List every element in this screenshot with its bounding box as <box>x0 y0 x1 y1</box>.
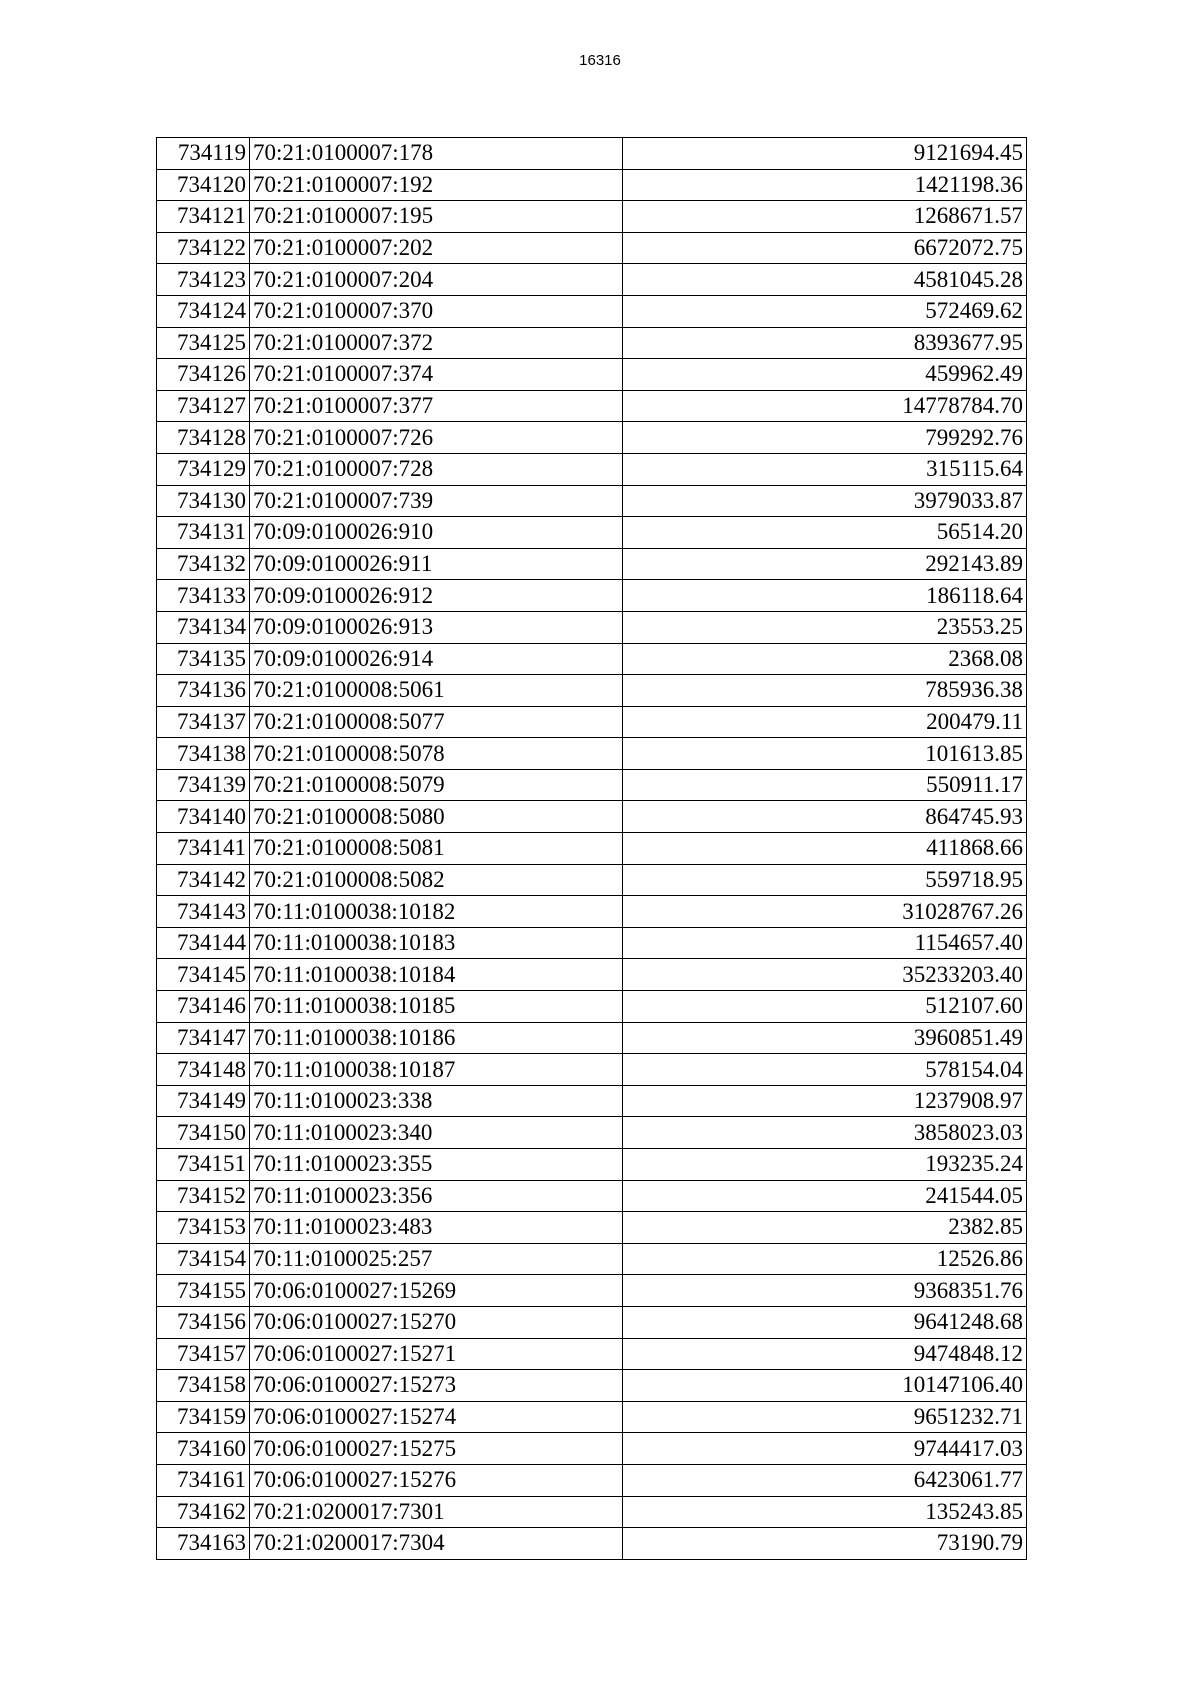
row-number-cell: 734127 <box>157 390 250 422</box>
row-number-cell: 734143 <box>157 896 250 928</box>
table-row <box>157 959 1027 991</box>
cadastral-value-cell: 3960851.49 <box>623 1022 1027 1054</box>
cadastral-value-cell: 4581045.28 <box>623 264 1027 296</box>
cadastral-number-cell: 70:21:0100008:5078 <box>250 738 623 770</box>
table-row <box>157 801 1027 833</box>
row-number-cell: 734156 <box>157 1306 250 1338</box>
row-number-cell: 734152 <box>157 1180 250 1212</box>
table-row <box>157 1212 1027 1244</box>
cadastral-value-cell: 578154.04 <box>623 1054 1027 1086</box>
cadastral-number-cell: 70:06:0100027:15276 <box>250 1464 623 1496</box>
cadastral-number-cell: 70:11:0100023:356 <box>250 1180 623 1212</box>
row-number-cell: 734121 <box>157 201 250 233</box>
row-number-cell: 734150 <box>157 1117 250 1149</box>
row-number-cell: 734119 <box>157 138 250 170</box>
cadastral-number-cell: 70:21:0100007:202 <box>250 232 623 264</box>
cadastral-number-cell: 70:11:0100038:10182 <box>250 896 623 928</box>
table-row <box>157 1117 1027 1149</box>
cadastral-number-cell: 70:21:0100008:5081 <box>250 833 623 865</box>
cadastral-value-cell: 193235.24 <box>623 1149 1027 1181</box>
cadastral-number-cell: 70:11:0100023:340 <box>250 1117 623 1149</box>
row-number-cell: 734123 <box>157 264 250 296</box>
row-number-cell: 734155 <box>157 1275 250 1307</box>
cadastral-value-cell: 2382.85 <box>623 1212 1027 1244</box>
row-number-cell: 734130 <box>157 485 250 517</box>
table-row <box>157 706 1027 738</box>
cadastral-value-cell: 550911.17 <box>623 769 1027 801</box>
row-number-cell: 734149 <box>157 1085 250 1117</box>
table-row <box>157 1306 1027 1338</box>
table-body <box>157 138 1027 1560</box>
table-row <box>157 864 1027 896</box>
row-number-cell: 734162 <box>157 1496 250 1528</box>
cadastral-value-cell: 73190.79 <box>623 1528 1027 1560</box>
cadastral-value-cell: 1154657.40 <box>623 927 1027 959</box>
cadastral-number-cell: 70:11:0100038:10186 <box>250 1022 623 1054</box>
row-number-cell: 734161 <box>157 1464 250 1496</box>
cadastral-number-cell: 70:09:0100026:910 <box>250 517 623 549</box>
cadastral-value-cell: 200479.11 <box>623 706 1027 738</box>
table-row <box>157 1243 1027 1275</box>
cadastral-value-cell: 9121694.45 <box>623 138 1027 170</box>
cadastral-number-cell: 70:06:0100027:15269 <box>250 1275 623 1307</box>
table-row <box>157 1085 1027 1117</box>
row-number-cell: 734140 <box>157 801 250 833</box>
row-number-cell: 734139 <box>157 769 250 801</box>
row-number-cell: 734147 <box>157 1022 250 1054</box>
table-row <box>157 1464 1027 1496</box>
cadastral-number-cell: 70:21:0100007:728 <box>250 453 623 485</box>
table-row <box>157 232 1027 264</box>
row-number-cell: 734137 <box>157 706 250 738</box>
row-number-cell: 734122 <box>157 232 250 264</box>
row-number-cell: 734157 <box>157 1338 250 1370</box>
row-number-cell: 734158 <box>157 1370 250 1402</box>
row-number-cell: 734131 <box>157 517 250 549</box>
table-row <box>157 1054 1027 1086</box>
cadastral-value-cell: 6423061.77 <box>623 1464 1027 1496</box>
cadastral-number-cell: 70:11:0100038:10183 <box>250 927 623 959</box>
row-number-cell: 734128 <box>157 422 250 454</box>
table-row <box>157 453 1027 485</box>
cadastral-number-cell: 70:11:0100023:483 <box>250 1212 623 1244</box>
table-row <box>157 675 1027 707</box>
row-number-cell: 734141 <box>157 833 250 865</box>
page-number: 16316 <box>579 52 621 69</box>
cadastral-number-cell: 70:21:0100007:370 <box>250 295 623 327</box>
cadastral-number-cell: 70:09:0100026:911 <box>250 548 623 580</box>
cadastral-value-cell: 9744417.03 <box>623 1433 1027 1465</box>
cadastral-value-cell: 512107.60 <box>623 991 1027 1023</box>
cadastral-number-cell: 70:21:0100008:5061 <box>250 675 623 707</box>
cadastral-number-cell: 70:21:0200017:7304 <box>250 1528 623 1560</box>
row-number-cell: 734135 <box>157 643 250 675</box>
table-row <box>157 1149 1027 1181</box>
cadastral-value-cell: 9368351.76 <box>623 1275 1027 1307</box>
cadastral-value-cell: 3858023.03 <box>623 1117 1027 1149</box>
row-number-cell: 734138 <box>157 738 250 770</box>
cadastral-value-cell: 241544.05 <box>623 1180 1027 1212</box>
table-row <box>157 580 1027 612</box>
cadastral-value-cell: 864745.93 <box>623 801 1027 833</box>
cadastral-number-cell: 70:11:0100025:257 <box>250 1243 623 1275</box>
table-row <box>157 422 1027 454</box>
table-row <box>157 390 1027 422</box>
cadastral-number-cell: 70:21:0100007:374 <box>250 359 623 391</box>
cadastral-value-cell: 459962.49 <box>623 359 1027 391</box>
cadastral-value-table <box>156 137 1027 1560</box>
row-number-cell: 734133 <box>157 580 250 612</box>
cadastral-number-cell: 70:21:0100007:739 <box>250 485 623 517</box>
table-row <box>157 517 1027 549</box>
table-row <box>157 896 1027 928</box>
row-number-cell: 734126 <box>157 359 250 391</box>
cadastral-number-cell: 70:11:0100023:355 <box>250 1149 623 1181</box>
row-number-cell: 734151 <box>157 1149 250 1181</box>
cadastral-number-cell: 70:21:0100007:178 <box>250 138 623 170</box>
cadastral-value-cell: 56514.20 <box>623 517 1027 549</box>
cadastral-value-cell: 14778784.70 <box>623 390 1027 422</box>
cadastral-value-cell: 186118.64 <box>623 580 1027 612</box>
table-row <box>157 1496 1027 1528</box>
cadastral-number-cell: 70:21:0100007:192 <box>250 169 623 201</box>
cadastral-number-cell: 70:21:0100007:726 <box>250 422 623 454</box>
table-row <box>157 769 1027 801</box>
cadastral-number-cell: 70:21:0100007:204 <box>250 264 623 296</box>
cadastral-number-cell: 70:21:0100008:5082 <box>250 864 623 896</box>
cadastral-number-cell: 70:21:0100008:5079 <box>250 769 623 801</box>
cadastral-value-cell: 411868.66 <box>623 833 1027 865</box>
cadastral-number-cell: 70:06:0100027:15274 <box>250 1401 623 1433</box>
row-number-cell: 734134 <box>157 611 250 643</box>
cadastral-value-cell: 799292.76 <box>623 422 1027 454</box>
table-row <box>157 1180 1027 1212</box>
row-number-cell: 734132 <box>157 548 250 580</box>
row-number-cell: 734144 <box>157 927 250 959</box>
row-number-cell: 734136 <box>157 675 250 707</box>
cadastral-number-cell: 70:21:0100008:5080 <box>250 801 623 833</box>
cadastral-value-cell: 6672072.75 <box>623 232 1027 264</box>
table-row <box>157 991 1027 1023</box>
table-row <box>157 169 1027 201</box>
cadastral-number-cell: 70:11:0100023:338 <box>250 1085 623 1117</box>
table-row <box>157 833 1027 865</box>
cadastral-value-cell: 3979033.87 <box>623 485 1027 517</box>
table-row <box>157 359 1027 391</box>
cadastral-value-cell: 1421198.36 <box>623 169 1027 201</box>
cadastral-value-cell: 101613.85 <box>623 738 1027 770</box>
cadastral-value-cell: 559718.95 <box>623 864 1027 896</box>
row-number-cell: 734129 <box>157 453 250 485</box>
row-number-cell: 734160 <box>157 1433 250 1465</box>
cadastral-value-cell: 9474848.12 <box>623 1338 1027 1370</box>
table-row <box>157 1401 1027 1433</box>
row-number-cell: 734148 <box>157 1054 250 1086</box>
table-row <box>157 611 1027 643</box>
cadastral-value-cell: 10147106.40 <box>623 1370 1027 1402</box>
cadastral-value-cell: 9651232.71 <box>623 1401 1027 1433</box>
cadastral-value-cell: 572469.62 <box>623 295 1027 327</box>
cadastral-number-cell: 70:21:0200017:7301 <box>250 1496 623 1528</box>
cadastral-number-cell: 70:09:0100026:914 <box>250 643 623 675</box>
cadastral-value-cell: 135243.85 <box>623 1496 1027 1528</box>
table-row <box>157 138 1027 170</box>
cadastral-number-cell: 70:11:0100038:10185 <box>250 991 623 1023</box>
row-number-cell: 734142 <box>157 864 250 896</box>
table-row <box>157 1528 1027 1560</box>
cadastral-number-cell: 70:21:0100007:372 <box>250 327 623 359</box>
cadastral-value-cell: 292143.89 <box>623 548 1027 580</box>
cadastral-value-cell: 315115.64 <box>623 453 1027 485</box>
table-row <box>157 548 1027 580</box>
cadastral-value-cell: 1268671.57 <box>623 201 1027 233</box>
row-number-cell: 734159 <box>157 1401 250 1433</box>
row-number-cell: 734146 <box>157 991 250 1023</box>
table-row <box>157 1022 1027 1054</box>
cadastral-value-cell: 12526.86 <box>623 1243 1027 1275</box>
cadastral-value-cell: 1237908.97 <box>623 1085 1027 1117</box>
table-row <box>157 485 1027 517</box>
cadastral-number-cell: 70:11:0100038:10187 <box>250 1054 623 1086</box>
cadastral-value-cell: 23553.25 <box>623 611 1027 643</box>
row-number-cell: 734154 <box>157 1243 250 1275</box>
table-row <box>157 1338 1027 1370</box>
cadastral-number-cell: 70:06:0100027:15270 <box>250 1306 623 1338</box>
cadastral-value-cell: 35233203.40 <box>623 959 1027 991</box>
table-row <box>157 201 1027 233</box>
row-number-cell: 734120 <box>157 169 250 201</box>
table-row <box>157 738 1027 770</box>
row-number-cell: 734145 <box>157 959 250 991</box>
cadastral-number-cell: 70:09:0100026:912 <box>250 580 623 612</box>
cadastral-value-cell: 9641248.68 <box>623 1306 1027 1338</box>
cadastral-number-cell: 70:21:0100007:377 <box>250 390 623 422</box>
cadastral-number-cell: 70:11:0100038:10184 <box>250 959 623 991</box>
table-row <box>157 643 1027 675</box>
cadastral-number-cell: 70:06:0100027:15275 <box>250 1433 623 1465</box>
cadastral-number-cell: 70:21:0100007:195 <box>250 201 623 233</box>
cadastral-number-cell: 70:09:0100026:913 <box>250 611 623 643</box>
row-number-cell: 734153 <box>157 1212 250 1244</box>
table-row <box>157 1433 1027 1465</box>
cadastral-value-cell: 785936.38 <box>623 675 1027 707</box>
table-row <box>157 295 1027 327</box>
table-row <box>157 1275 1027 1307</box>
cadastral-value-cell: 2368.08 <box>623 643 1027 675</box>
table-row <box>157 1370 1027 1402</box>
table-row <box>157 264 1027 296</box>
cadastral-number-cell: 70:21:0100008:5077 <box>250 706 623 738</box>
row-number-cell: 734124 <box>157 295 250 327</box>
table-row <box>157 927 1027 959</box>
row-number-cell: 734163 <box>157 1528 250 1560</box>
table-row <box>157 327 1027 359</box>
cadastral-number-cell: 70:06:0100027:15271 <box>250 1338 623 1370</box>
cadastral-number-cell: 70:06:0100027:15273 <box>250 1370 623 1402</box>
cadastral-value-cell: 31028767.26 <box>623 896 1027 928</box>
cadastral-value-cell: 8393677.95 <box>623 327 1027 359</box>
row-number-cell: 734125 <box>157 327 250 359</box>
